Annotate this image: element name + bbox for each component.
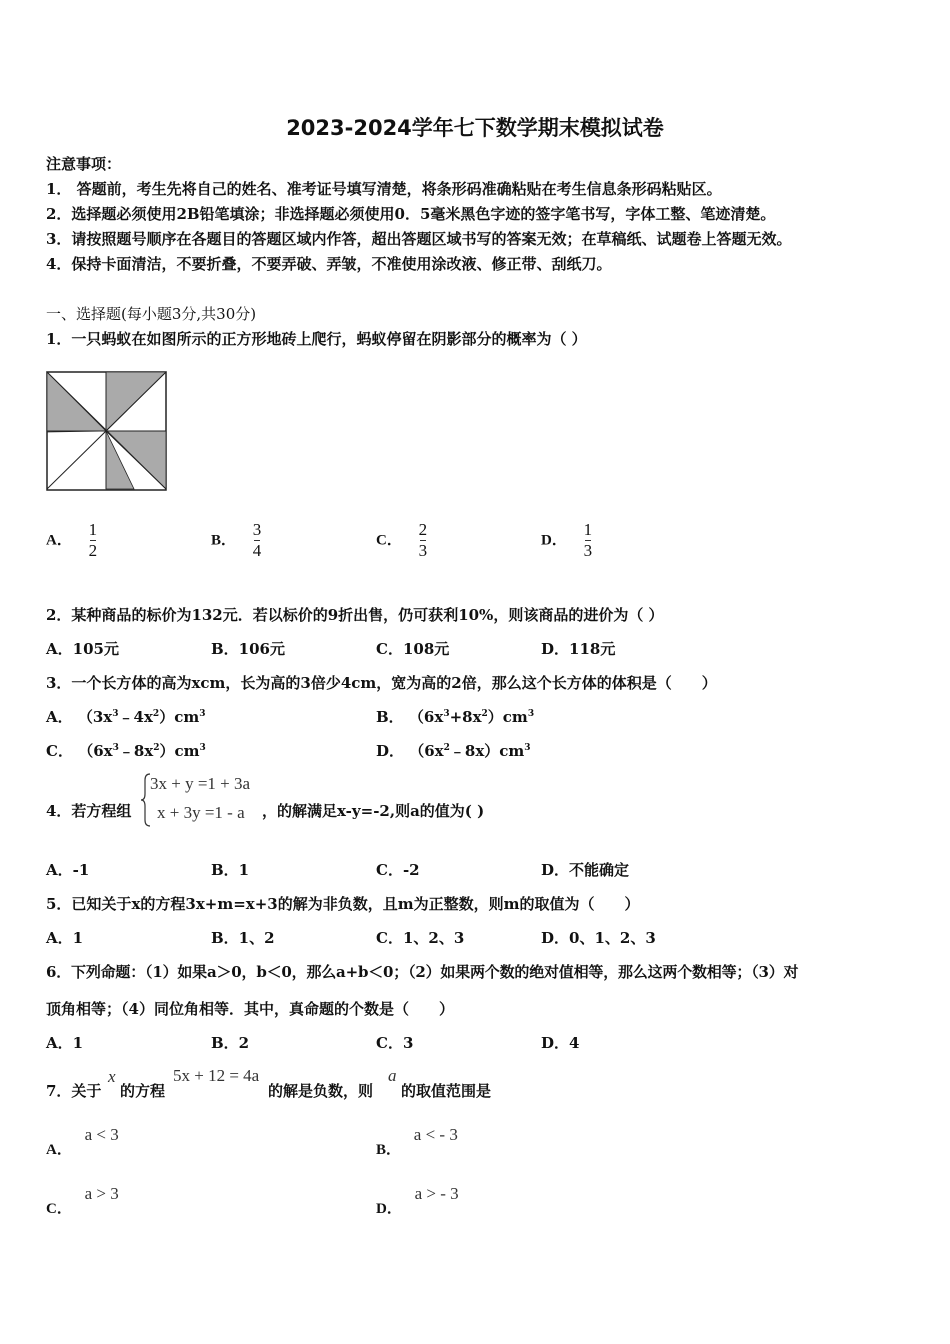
numerator: 2	[418, 520, 428, 539]
option-label: C．	[46, 742, 73, 760]
option-label: C．	[46, 1201, 72, 1217]
q6-option-d[interactable]: D．4	[541, 1034, 580, 1052]
option-label: A．	[46, 532, 72, 549]
option-text: ﹣4x	[118, 708, 153, 726]
option-text: ﹣8x	[118, 742, 154, 760]
exponent: 3	[443, 709, 450, 719]
q2-option-b[interactable]: B．106元	[211, 640, 285, 658]
option-label: B．	[376, 708, 404, 726]
q4-stem-post: ，的解满足x-y=-2,则a的值为( )	[262, 802, 485, 820]
option-math: a > 3	[84, 1184, 119, 1203]
q2-option-c[interactable]: C．108元	[376, 640, 450, 658]
option-text: （6x	[78, 742, 113, 760]
option-label: D．	[376, 742, 405, 760]
q4-option-d[interactable]: D．不能确定	[541, 861, 630, 879]
option-text: （3x	[77, 708, 113, 726]
option-label: A．	[46, 1142, 72, 1158]
q4-equation-1: 3x + y =1 + 3a	[150, 774, 251, 793]
numerator: 1	[583, 520, 593, 539]
option-text: （6x	[408, 708, 444, 726]
exponent: 3	[199, 709, 206, 719]
q5-stem: 5．已知关于x的方程3x+m=x+3的解为非负数，且m为正整数，则m的取值为（ ）	[46, 895, 640, 913]
option-math: a < - 3	[413, 1125, 458, 1144]
option-text: ）cm	[159, 708, 200, 726]
q3-option-d[interactable]	[376, 740, 531, 761]
q3-option-b[interactable]	[376, 706, 534, 727]
q3-stem: 3．一个长方体的高为xcm，长为高的3倍少4cm，宽为高的2倍，那么这个长方体的体积是（ ）	[46, 674, 717, 692]
option-label: C．	[376, 532, 402, 549]
exponent: 2	[153, 743, 160, 753]
page-title: 2023-2024学年七下数学期末模拟试卷	[286, 116, 664, 140]
q1-option-c[interactable]	[376, 520, 427, 561]
exponent: 3	[112, 709, 119, 719]
q1-option-a[interactable]	[46, 520, 97, 561]
option-label: B．	[211, 532, 237, 549]
q5-option-a[interactable]: A．1	[46, 929, 84, 947]
q4-option-c[interactable]: C．-2	[376, 861, 420, 879]
numerator: 1	[88, 520, 98, 539]
q7-stem-post: 的取值范围是	[401, 1082, 492, 1100]
q7-stem-mid-1: 的方程	[120, 1082, 166, 1100]
option-text: ）cm	[487, 708, 528, 726]
q1-stem: 1．一只蚂蚁在如图所示的正方形地砖上爬行，蚂蚁停留在阴影部分的概率为（ ）	[46, 330, 587, 348]
q1-option-d[interactable]	[541, 520, 592, 561]
option-math: a < 3	[84, 1125, 119, 1144]
option-label: D．	[376, 1201, 402, 1217]
option-text: （6x	[409, 742, 444, 760]
q3-option-a[interactable]	[46, 706, 205, 727]
q1-figure	[46, 371, 167, 491]
q7-variable-x: x	[108, 1067, 116, 1086]
denominator: 2	[88, 541, 98, 560]
q7-stem-pre: 7．关于	[46, 1082, 102, 1100]
q6-option-b[interactable]: B．2	[211, 1034, 250, 1052]
q4-option-b[interactable]: B．1	[211, 861, 250, 879]
q2-option-d[interactable]: D．118元	[541, 640, 616, 658]
exponent: 2	[443, 743, 450, 753]
exponent: 2	[152, 709, 160, 719]
q3-option-c[interactable]	[46, 740, 206, 761]
option-label: D．	[541, 532, 567, 549]
notice-item-3: 3．请按照题号顺序在各题目的答题区域内作答，超出答题区域书写的答案无效；在草稿纸、试题卷上答题无效。	[46, 230, 792, 248]
q7-option-b[interactable]	[376, 1124, 458, 1158]
q1-option-b[interactable]	[211, 520, 261, 561]
q7-variable-a: a	[388, 1066, 397, 1085]
option-text: ﹣8x）cm	[449, 742, 525, 760]
option-label: B．	[376, 1142, 402, 1158]
q4-stem-pre: 4．若方程组	[46, 802, 132, 820]
option-label: A．	[46, 708, 73, 726]
exponent: 3	[524, 743, 531, 753]
notice-item-2: 2．选择题必须使用2B铅笔填涂；非选择题必须使用0．5毫米黑色字迹的签字笔书写，字体工整、笔迹清楚。	[46, 205, 776, 223]
denominator: 4	[252, 541, 262, 560]
q6-stem-line-2: 顶角相等；（4）同位角相等．其中，真命题的个数是（ ）	[46, 1000, 454, 1018]
notice-heading: 注意事项：	[46, 155, 122, 173]
q7-option-a[interactable]	[46, 1124, 119, 1158]
q4-equation-2: x + 3y =1 - a	[157, 803, 245, 822]
exponent: 3	[527, 709, 535, 719]
denominator: 3	[418, 541, 428, 560]
option-text: +8x	[449, 708, 482, 726]
numerator: 3	[252, 520, 262, 539]
q5-option-b[interactable]: B．1、2	[211, 929, 275, 947]
q2-option-a[interactable]: A．105元	[46, 640, 119, 658]
denominator: 3	[583, 541, 593, 560]
q7-option-d[interactable]	[376, 1183, 459, 1217]
option-math: a > - 3	[414, 1184, 459, 1203]
exponent: 3	[112, 743, 119, 753]
exponent: 3	[199, 743, 206, 753]
q6-option-c[interactable]: C．3	[376, 1034, 414, 1052]
q7-option-c[interactable]	[46, 1183, 119, 1217]
q2-stem: 2．某种商品的标价为132元．若以标价的9折出售，仍可获利10%，则该商品的进价为（ ）	[46, 606, 664, 624]
q6-option-a[interactable]: A．1	[46, 1034, 84, 1052]
option-text: ）cm	[159, 742, 200, 760]
q7-equation: 5x + 12 = 4a	[173, 1066, 260, 1085]
q6-stem-line-1: 6．下列命题：（1）如果a＞0，b＜0，那么a+b＜0；（2）如果两个数的绝对值相等，那么这两个数相等；（3）对	[46, 963, 799, 981]
notice-item-4: 4．保持卡面清洁，不要折叠，不要弄破、弄皱，不准使用涂改液、修正带、刮纸刀。	[46, 255, 612, 273]
section-heading: 一、选择题(每小题3分,共30分)	[46, 305, 257, 323]
exponent: 2	[481, 709, 488, 719]
q7-stem-mid-2: 的解是负数，则	[268, 1082, 374, 1100]
q5-option-d[interactable]: D．0、1、2、3	[541, 929, 656, 947]
q5-option-c[interactable]: C．1、2、3	[376, 929, 465, 947]
q4-option-a[interactable]: A．-1	[46, 861, 90, 879]
notice-item-1: 1． 答题前，考生先将自己的姓名、准考证号填写清楚，将条形码准确粘贴在考生信息条形码粘贴区。	[46, 180, 722, 198]
